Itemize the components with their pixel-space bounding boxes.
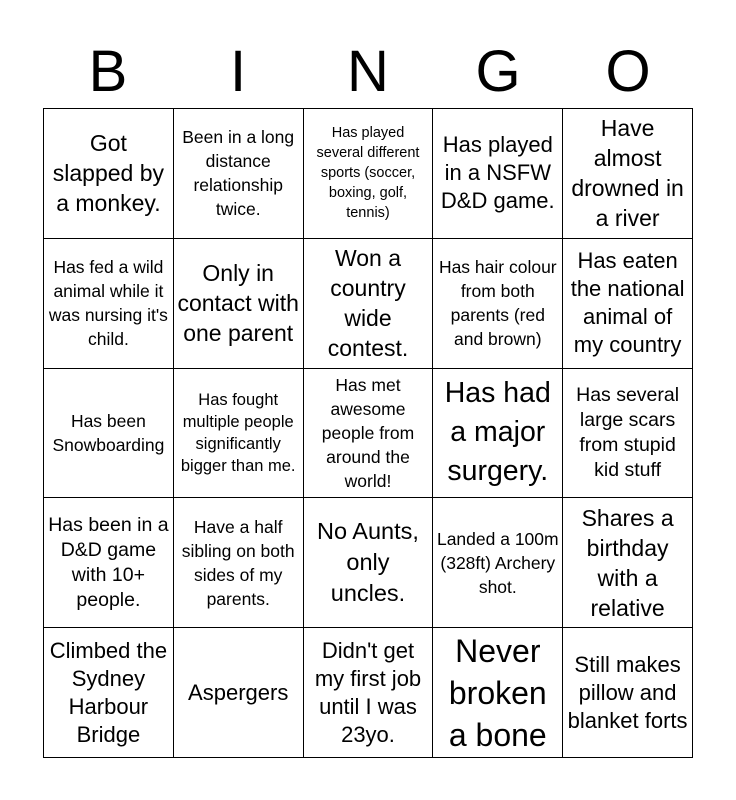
cell-text: Has fought multiple people significantly bigger than me. bbox=[180, 390, 296, 475]
bingo-cell-r2-c5[interactable] bbox=[563, 239, 693, 369]
bingo-cell-r1-c3[interactable] bbox=[304, 109, 434, 239]
bingo-cell-r3-c1[interactable] bbox=[44, 369, 174, 499]
bingo-cell-r3-c4[interactable] bbox=[433, 369, 563, 499]
bingo-cell-r4-c1[interactable] bbox=[44, 498, 174, 628]
header-letter-o: O bbox=[605, 39, 651, 104]
bingo-cell-r1-c5[interactable] bbox=[563, 109, 693, 239]
cell-text: Has been Snowboarding bbox=[52, 410, 165, 455]
bingo-cell-r5-c3[interactable] bbox=[304, 628, 434, 758]
bingo-cell-r3-c3[interactable] bbox=[304, 369, 434, 499]
cell-text: Has had a major surgery. bbox=[444, 377, 551, 488]
bingo-cell-r5-c5[interactable] bbox=[563, 628, 693, 758]
cell-text: Climbed the Sydney Harbour Bridge bbox=[49, 637, 168, 747]
cell-text: Been in a long distance relationship twice. bbox=[182, 127, 295, 220]
cell-text: Didn't get my first job until I was 23yo. bbox=[314, 637, 422, 747]
cell-text: Landed a 100m (328ft) Archery shot. bbox=[436, 528, 559, 597]
cell-text: Only in contact with one parent bbox=[177, 260, 299, 347]
bingo-board bbox=[43, 108, 693, 758]
cell-text: Has eaten the national animal of my country bbox=[570, 248, 685, 358]
cell-text: No Aunts, only uncles. bbox=[317, 518, 419, 607]
bingo-cell-r5-c1[interactable] bbox=[44, 628, 174, 758]
bingo-cell-r2-c4[interactable] bbox=[433, 239, 563, 369]
bingo-cell-r2-c1[interactable] bbox=[44, 239, 174, 369]
bingo-cell-r4-c3[interactable] bbox=[304, 498, 434, 628]
header-letter-b: B bbox=[88, 39, 128, 104]
bingo-cell-r4-c2[interactable] bbox=[174, 498, 304, 628]
bingo-cell-r3-c5[interactable] bbox=[563, 369, 693, 499]
bingo-cell-r4-c4[interactable] bbox=[433, 498, 563, 628]
cell-text: Has hair colour from both parents (red and brown) bbox=[438, 257, 557, 350]
cell-text: Has played in a NSFW D&D game. bbox=[440, 132, 555, 214]
cell-text: Never broken a bone bbox=[448, 632, 547, 753]
cell-text: Has fed a wild animal while it was nursing it's child. bbox=[48, 257, 168, 350]
cell-text: Has played several different sports (soccer, boxing, golf, tennis) bbox=[316, 125, 420, 222]
cell-text: Still makes pillow and blanket forts bbox=[567, 651, 688, 733]
bingo-cell-r5-c4[interactable] bbox=[433, 628, 563, 758]
bingo-cell-r2-c3[interactable] bbox=[304, 239, 434, 369]
cell-text: Has been in a D&D game with 10+ people. bbox=[48, 513, 169, 611]
cell-text: Won a country wide contest. bbox=[327, 245, 409, 362]
cell-text: Has met awesome people from around the world! bbox=[321, 374, 415, 491]
bingo-cell-r4-c5[interactable] bbox=[563, 498, 693, 628]
cell-text: Got slapped by a monkey. bbox=[52, 130, 165, 217]
bingo-cell-r1-c1[interactable] bbox=[44, 109, 174, 239]
bingo-cell-r3-c2[interactable] bbox=[174, 369, 304, 499]
cell-text: Have a half sibling on both sides of my parents. bbox=[181, 516, 295, 609]
cell-text: Shares a birthday with a relative bbox=[581, 504, 674, 621]
bingo-cell-r2-c2[interactable] bbox=[174, 239, 304, 369]
bingo-cell-r1-c2[interactable] bbox=[174, 109, 304, 239]
header-letter-g: G bbox=[475, 39, 521, 104]
header-letter-i: I bbox=[229, 39, 247, 104]
bingo-header bbox=[43, 36, 693, 108]
cell-text: Aspergers bbox=[188, 679, 289, 705]
cell-text: Has several large scars from stupid kid stuff bbox=[576, 383, 680, 481]
header-letter-n: N bbox=[347, 39, 389, 104]
cell-text: Have almost drowned in a river bbox=[571, 115, 684, 232]
bingo-cell-r1-c4[interactable] bbox=[433, 109, 563, 239]
bingo-cell-r5-c2[interactable] bbox=[174, 628, 304, 758]
